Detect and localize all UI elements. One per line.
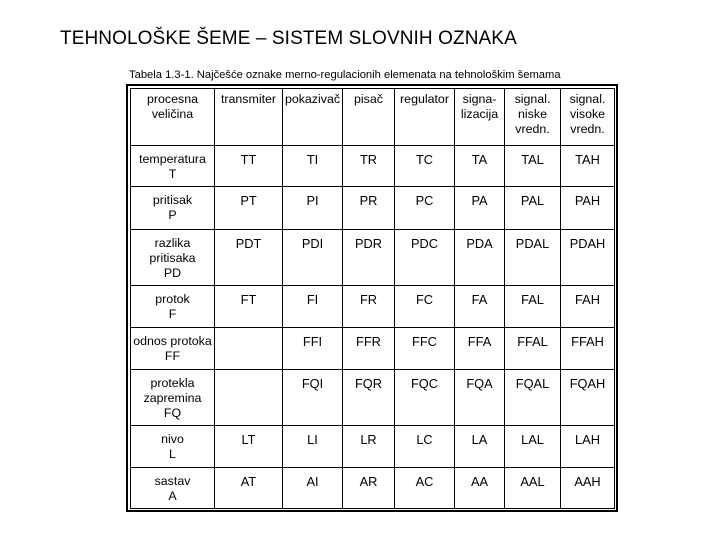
header-low-signal [505,89,561,146]
header-line: signal. [514,92,551,106]
variable-line: T [168,167,177,181]
header-line: transmiter [220,92,277,106]
code-cell: PT [215,187,283,230]
variable-line: sastav [154,474,191,488]
code-cell: FAH [561,286,615,328]
header-line: signa- [462,92,497,106]
header-line: visoke [569,107,606,121]
variable-line: razlika [154,236,191,250]
code-cell: FI [283,286,343,328]
code-cell: AA [455,468,505,509]
table-row [131,426,615,468]
code-cell: PDAH [561,230,615,286]
variable-line: L [169,447,176,461]
code-cell: FFA [455,328,505,370]
header-line: signal. [569,92,606,106]
header-line: niske [518,107,547,121]
code-cell: PA [455,187,505,230]
variable-cell [131,426,215,468]
table-row [131,328,615,370]
header-line: vredn. [570,122,605,136]
code-cell: PDC [395,230,455,286]
code-cell: FQC [395,370,455,426]
code-cell: AAH [561,468,615,509]
code-cell: TR [343,146,395,187]
code-cell: PDR [343,230,395,286]
code-cell: FQA [455,370,505,426]
code-cell: TAH [561,146,615,187]
code-cell: AC [395,468,455,509]
code-cell-empty [215,328,283,370]
header-high-signal [561,89,615,146]
code-cell: FQAH [561,370,615,426]
code-cell: FA [455,286,505,328]
variable-cell [131,187,215,230]
code-cell: FFC [395,328,455,370]
code-cell: PR [343,187,395,230]
code-cell: PDT [215,230,283,286]
variable-line: protekla [150,376,195,390]
table-row [131,286,615,328]
code-cell: PDI [283,230,343,286]
code-cell: LR [343,426,395,468]
page-title: TEHNOLOŠKE ŠEME – SISTEM SLOVNIH OZNAKA [60,28,517,49]
code-cell: FQAL [505,370,561,426]
table-row [131,230,615,286]
variable-line: nivo [161,432,184,446]
variable-cell [131,286,215,328]
variable-cell [131,468,215,509]
header-row [131,89,615,146]
code-cell: AR [343,468,395,509]
variable-cell [131,328,215,370]
code-cell: LI [283,426,343,468]
variable-line: zapremina [143,391,202,405]
code-cell: FAL [505,286,561,328]
code-cell: PAH [561,187,615,230]
header-recorder [343,89,395,146]
code-cell: FQI [283,370,343,426]
variable-line: FQ [163,406,182,420]
header-line: pokazivač [284,92,341,106]
code-cell: TT [215,146,283,187]
code-cell: AT [215,468,283,509]
variable-line: P [168,208,177,222]
header-line: veličina [151,107,194,121]
code-cell: PC [395,187,455,230]
code-cell: FT [215,286,283,328]
variable-line: A [168,489,177,503]
header-line: procesna [147,92,198,106]
code-cell: FFAL [505,328,561,370]
code-cell: TI [283,146,343,187]
header-line: regulator [400,92,449,106]
code-cell: TAL [505,146,561,187]
table-row [131,370,615,426]
table-row [131,468,615,509]
code-cell: LAL [505,426,561,468]
header-indicator [283,89,343,146]
table-caption: Tabela 1.3-1. Najčešće oznake merno-regulacionih elemenata na tehnološkim šemama [129,69,561,81]
code-cell: LAH [561,426,615,468]
code-cell: TA [455,146,505,187]
code-cell: PDAL [505,230,561,286]
header-process-variable [131,89,215,146]
variable-line: FF [164,349,181,363]
code-cell: LC [395,426,455,468]
code-cell: LA [455,426,505,468]
variable-line: pritisak [152,193,193,207]
code-cell: AAL [505,468,561,509]
code-cell: FFAH [561,328,615,370]
code-cell: PDA [455,230,505,286]
variable-line: pritisaka [149,251,196,265]
header-line: lizacija [460,107,499,121]
header-signaling [455,89,505,146]
variable-line: odnos protoka [133,334,212,348]
code-cell: FC [395,286,455,328]
code-cell: FQR [343,370,395,426]
code-cell: PI [283,187,343,230]
code-cell: AI [283,468,343,509]
table-row [131,187,615,230]
variable-line: PD [163,266,182,280]
variable-line: protok [155,292,190,306]
table-row [131,146,615,187]
code-cell: LT [215,426,283,468]
code-cell-empty [215,370,283,426]
code-cell: TC [395,146,455,187]
variable-line: temperatura [139,152,206,166]
code-cell: FFI [283,328,343,370]
header-transmitter [215,89,283,146]
variable-cell [131,146,215,187]
variable-line: F [168,307,177,321]
code-cell: PAL [505,187,561,230]
header-line: pisač [354,92,383,106]
header-regulator [395,89,455,146]
variable-cell [131,370,215,426]
code-cell: FR [343,286,395,328]
symbol-table [130,88,615,509]
code-cell: FFR [343,328,395,370]
variable-cell [131,230,215,286]
table-frame [126,84,618,512]
header-line: vredn. [515,122,550,136]
